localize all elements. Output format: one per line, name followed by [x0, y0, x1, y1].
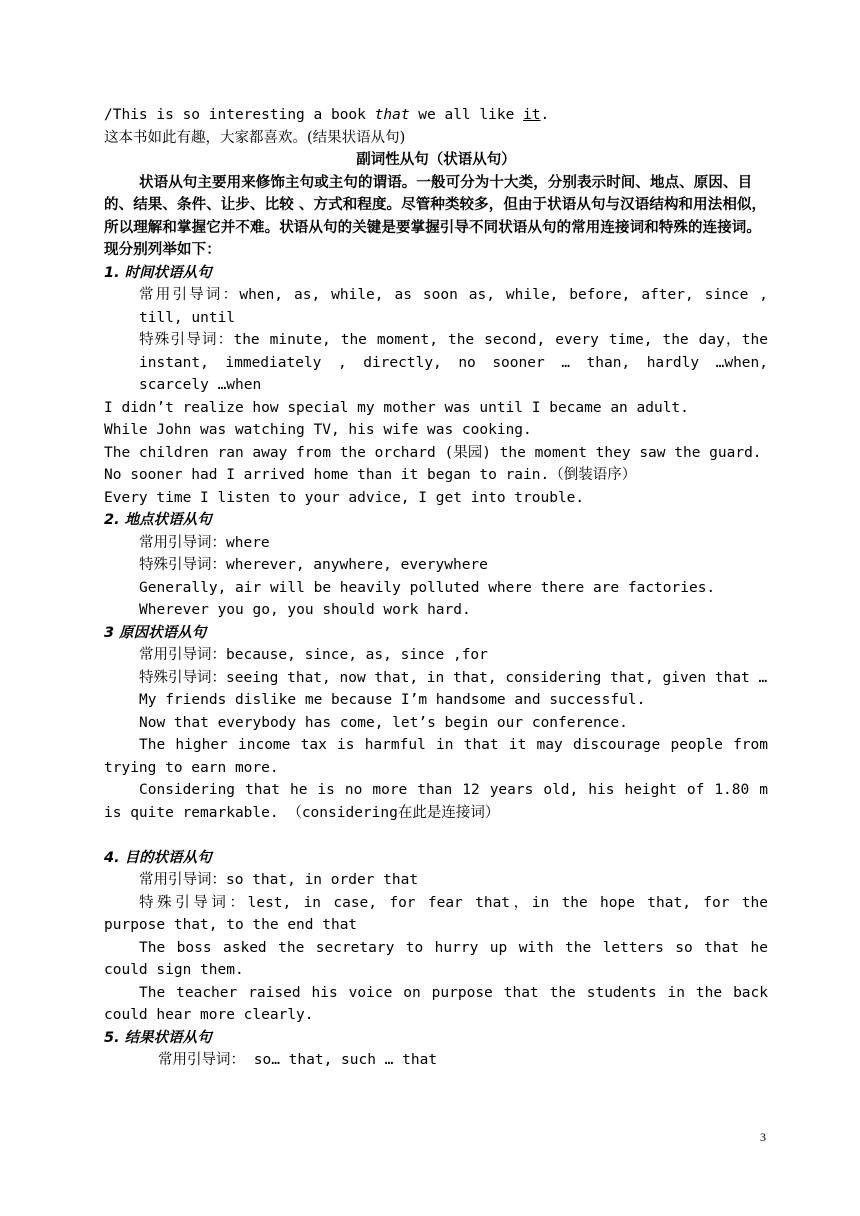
page-number: 3	[760, 1130, 766, 1144]
heading-reason-clause: 3 原因状语从句	[104, 624, 207, 641]
example-sentence: Generally, air will be heavily polluted where there are factories.	[139, 579, 716, 596]
example-sentence-result	[104, 104, 768, 127]
heading-place-clause: 2. 地点状语从句	[104, 512, 212, 528]
common-conjunctions: 常用引导词：so that, in order that	[139, 872, 419, 888]
common-conjunctions: 常用引导词：because, since, as, since ,for	[139, 647, 488, 663]
example-sentence: The higher income tax is harmful in that it may discourage people from trying to earn more.	[104, 737, 768, 776]
example-sentence: No sooner had I arrived home than it began to rain.（倒装语序）	[104, 467, 637, 483]
blank-line	[104, 824, 768, 847]
example-sentence: The boss asked the secretary to hurry up with the letters so that he could sign them.	[104, 939, 768, 978]
common-conjunctions: 常用引导词：where	[139, 534, 270, 551]
common-conjunctions: 常用引导词：when, as, while, as soon as, while, before, after, since , till, until	[139, 287, 768, 326]
text-segment: /This is so interesting a book	[104, 107, 375, 123]
special-conjunctions: 特殊引导词：lest, in case, for fear that，in the hope that, for the purpose that, to the end that	[104, 894, 768, 933]
heading-result-clause: 5. 结果状语从句	[104, 1029, 212, 1046]
example-sentence: I didn’t realize how special my mother was until I became an adult.	[104, 399, 689, 416]
special-conjunctions: 特殊引导词：wherever, anywhere, everywhere	[139, 557, 488, 573]
example-translation: 这本书如此有趣，大家都喜欢。(结果状语从句)	[104, 129, 406, 146]
example-sentence: The children ran away from the orchard (果园) the moment they saw the guard.	[104, 444, 762, 461]
example-sentence: Wherever you go, you should work hard.	[139, 602, 471, 618]
heading-time-clause: 1. 时间状语从句	[104, 264, 212, 281]
text-segment: we all like	[409, 107, 524, 123]
section-title: 副词性从句（状语从句）	[356, 152, 516, 168]
common-conjunctions: 常用引导词： so… that, such … that	[158, 1052, 438, 1068]
heading-purpose-clause: 4. 目的状语从句	[104, 849, 212, 866]
example-sentence: My friends dislike me because I’m handsome and successful.	[139, 692, 646, 708]
example-sentence: Now that everybody has come, let’s begin our conference.	[139, 714, 628, 731]
example-sentence: Considering that he is no more than 12 years old, his height of 1.80 m is quite remarkable. （considering在此是连接词）	[104, 782, 768, 821]
example-sentence: The teacher raised his voice on purpose that the students in the back could hear more clearly.	[104, 984, 768, 1023]
special-conjunctions: 特殊引导词：seeing that, now that, in that, considering that, given that …	[139, 669, 768, 686]
underlined-it: it	[523, 107, 541, 123]
example-sentence: Every time I listen to your advice, I get into trouble.	[104, 489, 585, 506]
example-sentence: While John was watching TV, his wife was cooking.	[104, 422, 532, 438]
special-conjunctions: 特殊引导词：the minute, the moment, the second, every time, the day，the instant, immediately , directly, no sooner … than, hardly …when, scarcely …when	[139, 332, 768, 393]
page-content	[104, 104, 768, 1072]
italic-that: that	[374, 107, 410, 123]
intro-paragraph: 状语从句主要用来修饰主句或主句的谓语。一般可分为十大类，分别表示时间、地点、原因、目的、结果、条件、让步、比较 、方式和程度。尽管种类较多，但由于状语从句与汉语结构和用法相似，所以理解和掌握它并不难。状语从句的关键是要掌握引导不同状语从句的常用连接词和特殊的连接词。现分别列举如下：	[104, 174, 767, 258]
text-segment: .	[540, 107, 550, 123]
